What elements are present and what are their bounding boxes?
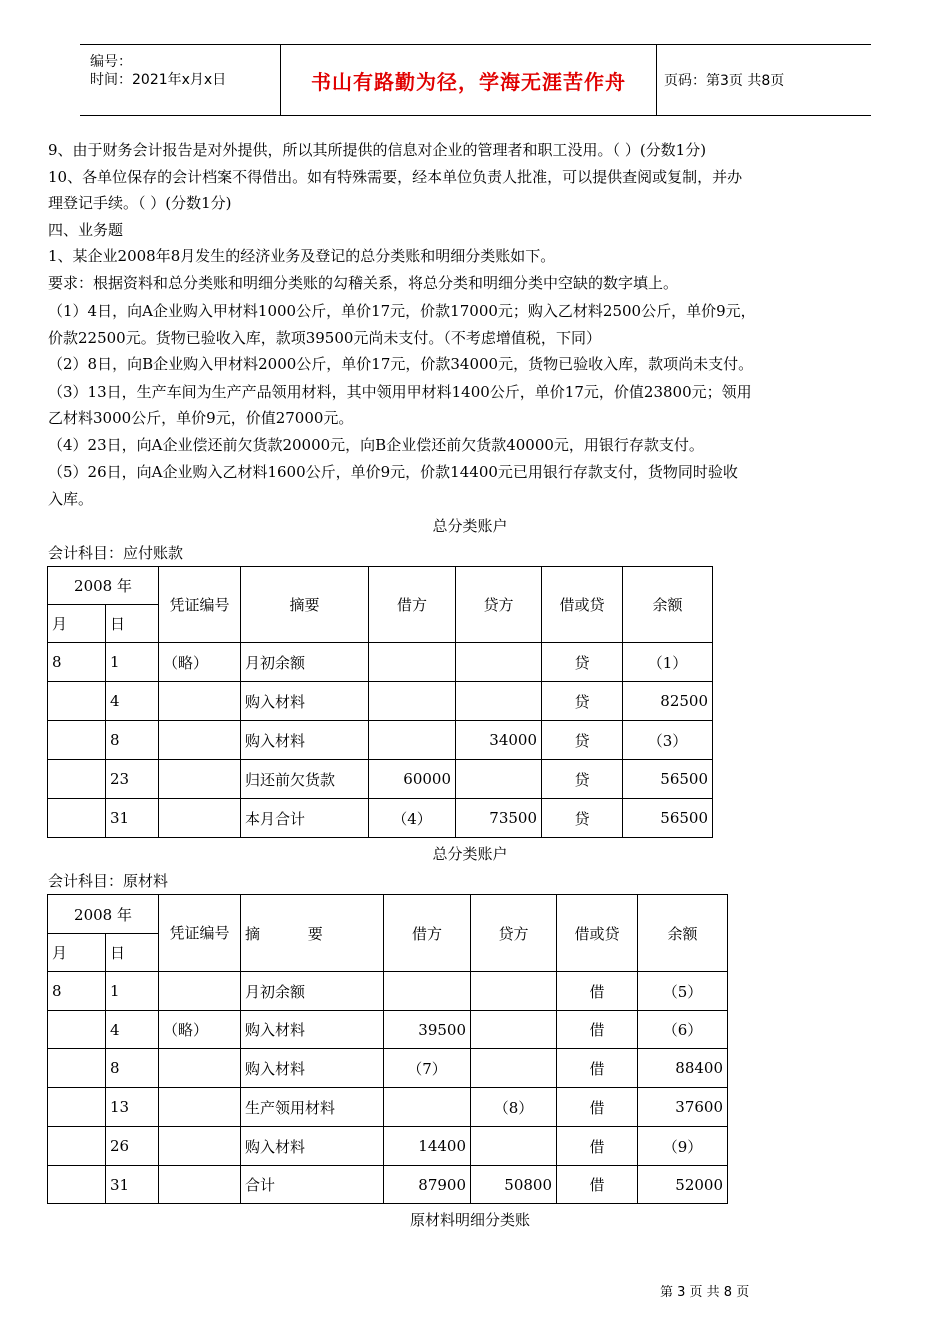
- cell-credit: 50800: [471, 1166, 557, 1204]
- header-page-code: 页码：第3页 共8页: [664, 73, 785, 89]
- cell-dc: 借: [557, 1088, 638, 1127]
- cell-balance: 56500: [623, 760, 713, 799]
- cell-month: [48, 1166, 106, 1204]
- section-heading: 四、业务题: [48, 221, 124, 239]
- cell-month: 8: [48, 643, 106, 682]
- ledger2-header-voucher: 凭证编号: [159, 895, 241, 972]
- cell-month: [48, 1127, 106, 1166]
- cell-summary: 月初余额: [241, 643, 369, 682]
- cell-month: [48, 1049, 106, 1088]
- question-10-line2: 理登记手续。（ ）(分数1分): [48, 194, 232, 212]
- cell-voucher: [159, 682, 241, 721]
- ledger2-header-balance: 余额: [638, 895, 728, 972]
- cell-day: 13: [106, 1088, 159, 1127]
- cell-day: 31: [106, 799, 159, 838]
- ledger2-subject: 会计科目：原材料: [48, 872, 169, 890]
- cell-voucher: （略）: [159, 1011, 241, 1049]
- cell-day: 8: [106, 1049, 159, 1088]
- cell-balance: （6）: [638, 1011, 728, 1049]
- table-row: [48, 760, 713, 799]
- cell-credit: [456, 643, 542, 682]
- table-row: [48, 1049, 728, 1088]
- table-row: [48, 721, 713, 760]
- cell-month: [48, 682, 106, 721]
- cell-voucher: [159, 972, 241, 1011]
- cell-dc: 借: [557, 1166, 638, 1204]
- ledger1-header-voucher: 凭证编号: [159, 567, 241, 643]
- cell-summary: 购入材料: [241, 682, 369, 721]
- cell-balance: 56500: [623, 799, 713, 838]
- table-row: [48, 1011, 728, 1049]
- cell-day: 4: [106, 682, 159, 721]
- cell-month: [48, 760, 106, 799]
- cell-dc: 贷: [542, 721, 623, 760]
- cell-voucher: [159, 721, 241, 760]
- table-row: [48, 1166, 728, 1204]
- task-requirement: 要求：根据资料和总分类账和明细分类账的勾稽关系，将总分类和明细分类中空缺的数字填上。: [48, 274, 679, 292]
- cell-voucher: [159, 1127, 241, 1166]
- ledger1-subject: 会计科目：应付账款: [48, 544, 184, 562]
- detail-ledger-title: 原材料明细分类账: [409, 1211, 530, 1229]
- table-row: [48, 799, 713, 838]
- cell-debit: 87900: [384, 1166, 471, 1204]
- page-footer: 第 3 页 共 8 页: [660, 1285, 750, 1300]
- cell-balance: 82500: [623, 682, 713, 721]
- table-row: [48, 1127, 728, 1166]
- ledger1-header-summary: 摘要: [241, 567, 369, 643]
- item-3-line1: （3）13日，生产车间为生产产品领用材料，其中领用甲材料1400公斤，单价17元，价值23800元；领用: [48, 383, 752, 401]
- ledger1-header-year: 2008 年: [48, 567, 159, 605]
- cell-debit: [369, 682, 456, 721]
- ledger1-header-day: 日: [106, 605, 159, 643]
- cell-debit: 39500: [384, 1011, 471, 1049]
- ledger1-header-credit: 贷方: [456, 567, 542, 643]
- cell-balance: 52000: [638, 1166, 728, 1204]
- ledger1-header-debit: 借方: [369, 567, 456, 643]
- cell-dc: 借: [557, 972, 638, 1011]
- header-number: 编号：: [90, 54, 132, 70]
- ledger2-header-summary: 摘 要: [241, 895, 384, 972]
- item-4: （4）23日，向A企业偿还前欠货款20000元，向B企业偿还前欠货款40000元，用银行存款支付。: [48, 436, 704, 454]
- cell-summary: 归还前欠货款: [241, 760, 369, 799]
- table-row: [48, 682, 713, 721]
- table-row: [48, 643, 713, 682]
- cell-balance: （3）: [623, 721, 713, 760]
- cell-dc: 贷: [542, 682, 623, 721]
- item-2: （2）8日，向B企业购入甲材料2000公斤，单价17元，价款34000元，货物已验收入库，款项尚未支付。: [48, 355, 754, 373]
- item-5-line2: 入库。: [48, 490, 94, 508]
- question-10-line1: 10、各单位保存的会计档案不得借出。如有特殊需要，经本单位负责人批准，可以提供查阅或复制，并办: [48, 168, 743, 186]
- cell-month: [48, 799, 106, 838]
- cell-dc: 贷: [542, 799, 623, 838]
- cell-credit: [471, 1127, 557, 1166]
- cell-dc: 贷: [542, 643, 623, 682]
- cell-summary: 购入材料: [241, 1011, 384, 1049]
- table-row: [48, 972, 728, 1011]
- cell-debit: 60000: [369, 760, 456, 799]
- question-9: 9、由于财务会计报告是对外提供，所以其所提供的信息对企业的管理者和职工没用。（ ）(分数1分): [48, 141, 707, 159]
- header-motto: 书山有路勤为径，学海无涯苦作舟: [281, 45, 657, 115]
- cell-dc: 借: [557, 1049, 638, 1088]
- task-intro: 1、某企业2008年8月发生的经济业务及登记的总分类账和明细分类账如下。: [48, 247, 556, 265]
- header-time: 时间：2021年x月x日: [90, 72, 227, 88]
- cell-balance: （5）: [638, 972, 728, 1011]
- ledger2-header-month: 月: [48, 934, 106, 972]
- cell-balance: 37600: [638, 1088, 728, 1127]
- cell-debit: [384, 1088, 471, 1127]
- cell-summary: 购入材料: [241, 1049, 384, 1088]
- cell-debit: （4）: [369, 799, 456, 838]
- item-3-line2: 乙材料3000公斤，单价9元，价值27000元。: [48, 409, 354, 427]
- cell-summary: 本月合计: [241, 799, 369, 838]
- cell-summary: 生产领用材料: [241, 1088, 384, 1127]
- ledger1-header-month: 月: [48, 605, 106, 643]
- cell-dc: 借: [557, 1011, 638, 1049]
- header-info: [80, 45, 281, 115]
- cell-day: 1: [106, 972, 159, 1011]
- cell-credit: [471, 972, 557, 1011]
- cell-credit: 34000: [456, 721, 542, 760]
- cell-voucher: （略）: [159, 643, 241, 682]
- cell-balance: （9）: [638, 1127, 728, 1166]
- cell-day: 4: [106, 1011, 159, 1049]
- cell-credit: [471, 1011, 557, 1049]
- cell-month: 8: [48, 972, 106, 1011]
- cell-voucher: [159, 760, 241, 799]
- ledger2-header-debit: 借方: [384, 895, 471, 972]
- cell-credit: [456, 682, 542, 721]
- cell-balance: 88400: [638, 1049, 728, 1088]
- cell-month: [48, 1011, 106, 1049]
- cell-voucher: [159, 799, 241, 838]
- cell-summary: 月初余额: [241, 972, 384, 1011]
- cell-dc: 借: [557, 1127, 638, 1166]
- cell-month: [48, 1088, 106, 1127]
- cell-debit: 14400: [384, 1127, 471, 1166]
- item-5-line1: （5）26日，向A企业购入乙材料1600公斤，单价9元，价款14400元已用银行存款支付，货物同时验收: [48, 463, 738, 481]
- cell-summary: 合计: [241, 1166, 384, 1204]
- cell-debit: [384, 972, 471, 1011]
- ledger2-header-year: 2008 年: [48, 895, 159, 934]
- cell-dc: 贷: [542, 760, 623, 799]
- ledger2-title: 总分类账户: [432, 845, 508, 863]
- cell-debit: （7）: [384, 1049, 471, 1088]
- item-1-line1: （1）4日，向A企业购入甲材料1000公斤，单价17元，价款17000元；购入乙材料2500公斤，单价9元，: [48, 302, 756, 320]
- cell-day: 26: [106, 1127, 159, 1166]
- page-header: [80, 44, 871, 116]
- ledger2-header-day: 日: [106, 934, 159, 972]
- cell-debit: [369, 643, 456, 682]
- cell-debit: [369, 721, 456, 760]
- cell-balance: （1）: [623, 643, 713, 682]
- ledger1-header-dc: 借或贷: [542, 567, 623, 643]
- cell-summary: 购入材料: [241, 721, 369, 760]
- table-row: [48, 1088, 728, 1127]
- cell-summary: 购入材料: [241, 1127, 384, 1166]
- cell-voucher: [159, 1049, 241, 1088]
- cell-voucher: [159, 1166, 241, 1204]
- cell-credit: （8）: [471, 1088, 557, 1127]
- cell-day: 8: [106, 721, 159, 760]
- cell-credit: [471, 1049, 557, 1088]
- ledger1-title: 总分类账户: [432, 517, 508, 535]
- cell-credit: 73500: [456, 799, 542, 838]
- cell-voucher: [159, 1088, 241, 1127]
- cell-day: 23: [106, 760, 159, 799]
- ledger2-header-dc: 借或贷: [557, 895, 638, 972]
- ledger2-header-credit: 贷方: [471, 895, 557, 972]
- ledger1-table: [47, 566, 713, 838]
- ledger1-header-balance: 余额: [623, 567, 713, 643]
- cell-month: [48, 721, 106, 760]
- cell-day: 31: [106, 1166, 159, 1204]
- cell-day: 1: [106, 643, 159, 682]
- item-1-line2: 价款22500元。货物已验收入库，款项39500元尚未支付。（不考虑增值税，下同）: [48, 329, 601, 347]
- cell-credit: [456, 760, 542, 799]
- ledger2-table: [47, 894, 728, 1204]
